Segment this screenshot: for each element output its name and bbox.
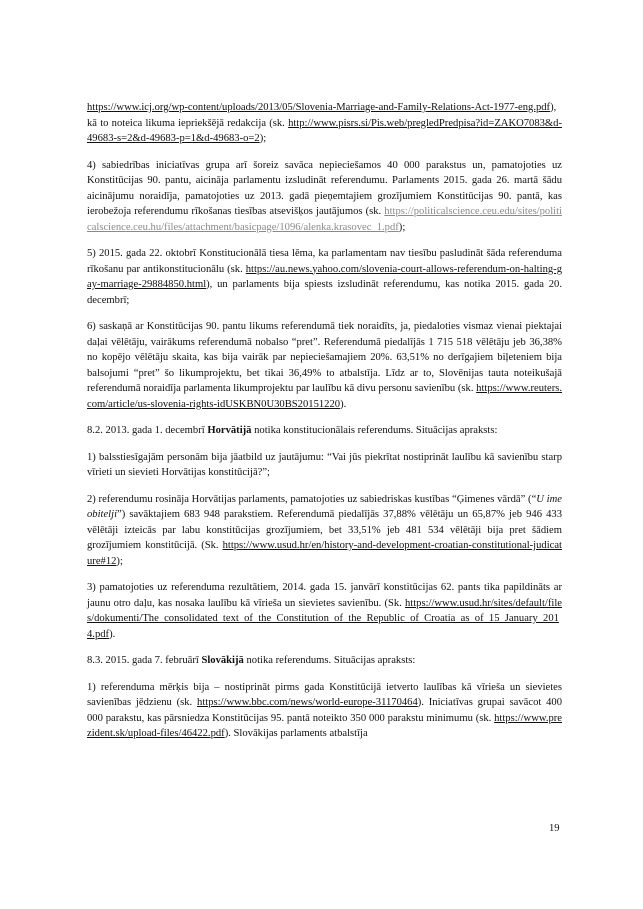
paragraph-text: 5) 2015. gada 22. oktobrī Konstitucionālā tiesa lēma, ka parlamentam nav tiesību pasludināt šāda referenduma rīkošanu par antikonstitucionālu (sk. bbox=[87, 248, 562, 275]
paragraph-croatia-1 bbox=[87, 450, 562, 481]
paragraph-text: ). bbox=[109, 628, 116, 640]
country-croatia: Horvātijā bbox=[207, 425, 252, 436]
movement-name-italic: U ime obitelji bbox=[87, 493, 562, 520]
paragraph-text: 1) balsstiesīgajām personām bija jāatbild uz jautājumu: “Vai jūs piekrītat nostiprināt laulību kā savienību starp vīrieti un sievieti Horvātijas konstitūcijā?”; bbox=[87, 451, 562, 478]
document-body bbox=[87, 100, 562, 753]
link-prezident-sk[interactable]: https://www.prezident.sk/upload-files/46422.pdf bbox=[87, 712, 562, 739]
link-icj-marriage-act[interactable]: https://www.icj.org/wp-content/uploads/2013/05/Slovenia-Marriage-and-Family-Relations-Act-1977-eng.pdf bbox=[87, 102, 551, 113]
paragraph-text: ); bbox=[116, 555, 123, 567]
paragraph-text: ); bbox=[398, 221, 406, 233]
section-heading-8-2 bbox=[87, 423, 562, 439]
paragraph-text: ). Iniciatīvas grupai savācot 400 000 parakstu, kas pārsniedza Konstitūcijas 95. pantā noteikto 350 000 parakstu minimumu (sk. bbox=[87, 697, 562, 724]
paragraph-text: ). Slovākijas parlaments atbalstīja bbox=[224, 728, 368, 739]
paragraph-text: 6) saskaņā ar Konstitūcijas 90. pantu likums referendumā tiek noraidīts, ja, piedaloties vismaz vienai piektajai daļai vēlētāju, vairākums referendumā nobalso “pret”. Referendumā piedalījās 1 715 518 vēlētāju jeb 36,38% no kopējo vēlētāju skaita, kas bija vairāk par nepieciešamajiem 20%. 63,51% no derīgajiem biļeteniem bija balsojumi “pret” šo likumprojektu, bet tikai 36,49% to atbalstīja. Līdz ar to, Slovēnijas tauta noteikušajā referendumā noraidīja parlamenta likumprojektu par laulību kā divu personu savienību (sk. bbox=[87, 321, 562, 394]
paragraph-text: 3) pamatojoties uz referenduma rezultātiem, 2014. gada 15. janvārī konstitūcijas 62. pants tika papildināts ar jaunu otro daļu, kas nosaka laulību kā vīrieša un sievietes savienību. (Sk. bbox=[87, 582, 562, 609]
page-number: 19 bbox=[549, 823, 560, 834]
link-reuters[interactable]: https://www.reuters.com/article/us-slovenia-rights-idUSKBN0U30BS20151220 bbox=[87, 383, 562, 410]
paragraph-slovakia-1 bbox=[87, 680, 562, 742]
link-usud-history[interactable]: https://www.usud.hr/en/history-and-development-croatian-constitutional-judicature#12 bbox=[87, 540, 562, 567]
link-yahoo-news[interactable]: https://au.news.yahoo.com/slovenia-court-allows-referendum-on-halting-gay-marriage-29884850.html bbox=[87, 263, 562, 290]
paragraph-text: 1) referenduma mērķis bija – nostiprināt pirms gada Konstitūcijā ietverto laulības kā vīrieša un sievietes savienības jēdzienu (sk. bbox=[87, 681, 562, 708]
link-pisrs[interactable]: http://www.pisrs.si/Pis.web/pregledPredpisa?id=ZAKO7083&d-49683-s=2&d-49683-p=1&d-49683-o=2 bbox=[87, 117, 562, 144]
section-heading-8-3 bbox=[87, 653, 562, 669]
paragraph-item-5 bbox=[87, 246, 562, 308]
paragraph-0 bbox=[87, 100, 562, 147]
paragraph-text: ); bbox=[259, 133, 267, 144]
paragraph-text: 2) referendumu rosināja Horvātijas parlaments, pamatojoties uz sabiedriskas kustības “Ģimenes vārdā” (“ bbox=[87, 493, 537, 505]
paragraph-text: notika referendums. Situācijas apraksts: bbox=[243, 655, 416, 666]
paragraph-croatia-3 bbox=[87, 580, 562, 642]
paragraph-text: ), kā to noteica likuma iepriekšējā redakcija (sk. bbox=[87, 102, 557, 129]
link-bbc[interactable]: https://www.bbc.com/news/world-europe-31170464 bbox=[197, 697, 418, 708]
country-slovakia: Slovākijā bbox=[201, 655, 244, 666]
link-ceu-politicalscience[interactable]: https://politicalscience.ceu.edu/sites/politicalscience.ceu.hu/files/attachment/basicpage/1096/alenka.krasovec_1.pdf bbox=[87, 206, 562, 233]
paragraph-text: notika konstitucionālais referendums. Situācijas apraksts: bbox=[251, 425, 498, 436]
paragraph-text: 4) sabiedrības iniciatīvas grupa arī šoreiz savāca nepieciešamos 40 000 parakstus un, pamatojoties uz Konstitūcijas 90. pantu, aicināja parlamentu izsludināt referendumu. Parlaments 2015. gada 26. martā šādu aicinājumu noraidīja, pamatojoties uz 2013. gadā pieņemtajiem grozījumiem Konstitūcijas 90. pantā, kas ierobežoja referendumu rīkošanas tiesības atsevišķos jautājumos (sk. bbox=[87, 159, 562, 217]
link-usud-constitution[interactable]: https://www.usud.hr/sites/default/files/dokumenti/The_consolidated_text_of_the_Constitution_of_the_Republic_of_Croatia_as_of_15_January_2014.pdf bbox=[87, 597, 562, 640]
paragraph-text: 8.3. 2015. gada 7. februārī bbox=[87, 655, 202, 666]
paragraph-croatia-2 bbox=[87, 492, 562, 570]
paragraph-item-4 bbox=[87, 158, 562, 236]
paragraph-item-6 bbox=[87, 319, 562, 412]
paragraph-text: ). bbox=[340, 398, 347, 410]
paragraph-text: ), un parlaments bija spiests izsludināt referendumu, kas notika 2015. gada 20. decembrī; bbox=[87, 279, 562, 306]
paragraph-text: ”) savāktajiem 683 948 parakstiem. Referendumā piedalījās 37,88% vēlētāju un 65,87% jeb 946 433 vēlētāji izteicās par labu konstitūcijas grozījumiem, bet 33,51% jeb 481 534 vēlētāji bija pret šādiem grozījumiem konstitūcijā. (Sk. bbox=[87, 509, 562, 551]
paragraph-text: 8.2. 2013. gada 1. decembrī bbox=[87, 425, 208, 436]
